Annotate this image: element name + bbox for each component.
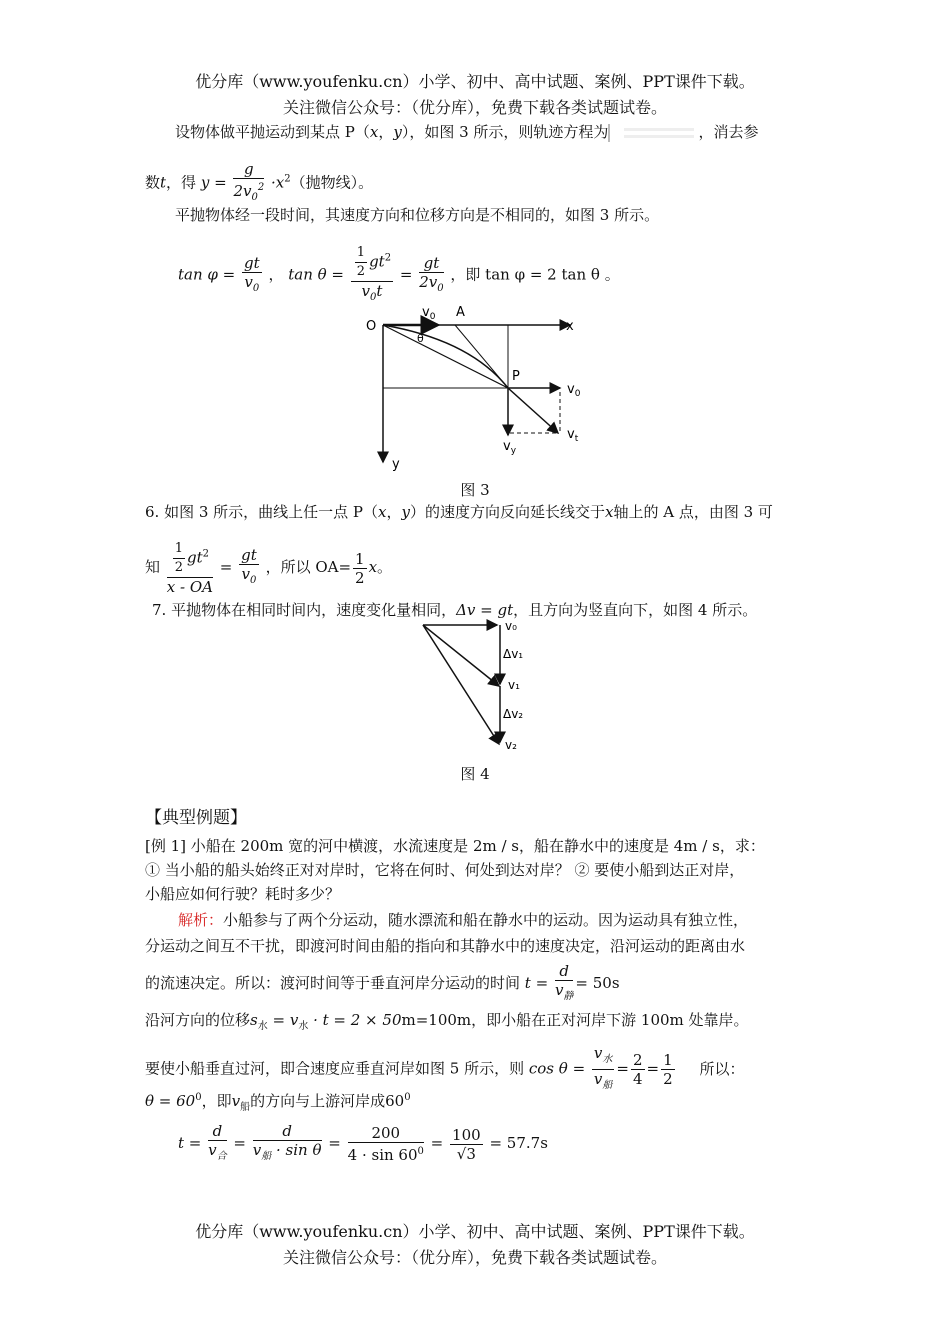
label-theta: θ — [417, 332, 424, 345]
para-6-line2: 知 $\frac{1}{2}$ $gt^2$ x - OA = $\frac{gt}{v_0}$ ，所以 OA= $\frac{1}{2}$ x。 — [145, 541, 393, 596]
v2-vector — [423, 625, 499, 744]
label-v2: v₂ — [505, 738, 517, 752]
displacement-line — [383, 325, 508, 388]
answer-line-5: 要使小船垂直过河，即合速度应垂直河岸如图 5 所示，则 cos θ = $\frac{v_水}{v_船}$ = $\frac{2}{4}$ = $\frac{1}{2}$ 所以： — [145, 1044, 745, 1091]
label-v0-fig4: v₀ — [505, 619, 517, 633]
label-P: P — [512, 369, 520, 384]
header-line-2: 关注微信公众号：（优分库），免费下载各类试题试卷。 — [282, 98, 667, 117]
answer-line-7: t = $\frac{d}{v_合}$ = $\frac{d}{v_船 \cdot \sin \theta}$ = $\frac{200}{4 \cdot \sin 60^0}$ = $\frac{100}{√3}$ = 57.7s — [178, 1122, 548, 1164]
answer-line-3: 的流速决定。所以：渡河时间等于垂直河岸分运动的时间 t = $\frac{d}{v_静}$ = 50s — [145, 962, 620, 1002]
header-line-1: 优分库（www.youfenku.cn）小学、初中、高中试题、案例、PPT课件下载。 — [195, 72, 755, 91]
velocity-extension — [455, 325, 508, 388]
para-7: 7. 平抛物体在相同时间内，速度变化量相同，Δv = gt，且方向为竖直向下，如图 4 所示。 — [152, 601, 758, 619]
label-vt: $v_t$ — [567, 427, 579, 444]
answer-line-1: 解析：小船参与了两个分运动，随水漂流和船在静水中的运动。因为运动具有独立性， — [178, 911, 749, 929]
figure-4-diagram — [415, 616, 545, 756]
figure-4-caption: 图 4 — [460, 765, 490, 783]
label-A: A — [456, 305, 465, 320]
vt-arrow — [508, 388, 558, 433]
label-v0: $v_0$ — [422, 305, 436, 322]
tan-formulas: tan φ = $\frac{gt}{v_0}$ ， tan θ = $\frac{1}{2}$ $gt^2$ $v_0t$ = $\frac{gt}{2v_0}$ ，即 tan φ = 2 tan θ 。 — [178, 245, 620, 303]
label-y: y — [392, 457, 400, 472]
para-trajectory-line2: 数t，得 y = $\frac{g}{2v_0^2}$ $\cdot x^2$（抛物线）。 — [145, 160, 373, 207]
para-6-line1: 6. 如图 3 所示，曲线上任一点 P（x，y）的速度方向反向延长线交于x轴上的 A 点，由图 3 可 — [145, 503, 773, 521]
para-trajectory-line1: 设物体做平抛运动到某点 P（x，y），如图 3 所示，则轨迹方程为 ，消去参 — [175, 123, 759, 141]
example-1-question-1: [例 1] 小船在 200m 宽的河中横渡，水流速度是 2m / s，船在静水中的速度是 4m / s，求： — [145, 837, 765, 855]
para-velocity-direction: 平抛物体经一段时间，其速度方向和位移方向是不相同的，如图 3 所示。 — [175, 206, 660, 224]
label-P-v0: $v_0$ — [567, 382, 581, 399]
label-dv1: Δv₁ — [503, 647, 524, 661]
example-1-question-3: 小船应如何行驶？耗时多少？ — [145, 885, 341, 903]
label-vy: $v_y$ — [503, 439, 517, 456]
footer-line-2: 关注微信公众号：（优分库），免费下载各类试题试卷。 — [282, 1248, 667, 1267]
v1-vector — [423, 625, 499, 686]
trajectory-equation-image — [608, 124, 698, 142]
answer-line-4: 沿河方向的位移$s_水 = v_水 \cdot t = 2 \times 50m=100m$，即小船在正对河岸下游 100m 处靠岸。 — [145, 1011, 749, 1032]
figure-3-diagram — [360, 300, 600, 475]
jiexi-label: 解析： — [178, 911, 224, 929]
figure-3-caption: 图 3 — [460, 481, 490, 499]
section-title: 【典型例题】 — [145, 808, 247, 828]
answer-line-6: $\theta = 60^0$，即$v_船$的方向与上游河岸成$60^0$ — [145, 1092, 411, 1113]
fraction-g-over-2v0sq: $\frac{g}{2v_0^2}$ — [233, 160, 265, 203]
label-dv2: Δv₂ — [503, 707, 524, 721]
example-1-question-2: ① 当小船的船头始终正对对岸时，它将在何时、何处到达对岸？ ② 要使小船到达正对岸， — [145, 861, 745, 879]
label-v1: v₁ — [508, 678, 520, 692]
footer-line-1: 优分库（www.youfenku.cn）小学、初中、高中试题、案例、PPT课件下载。 — [195, 1222, 755, 1241]
label-x: x — [566, 319, 574, 334]
label-O: O — [366, 319, 377, 334]
answer-line-2: 分运动之间互不干扰，即渡河时间由船的指向和其静水中的速度决定，沿河运动的距离由水 — [145, 937, 746, 955]
